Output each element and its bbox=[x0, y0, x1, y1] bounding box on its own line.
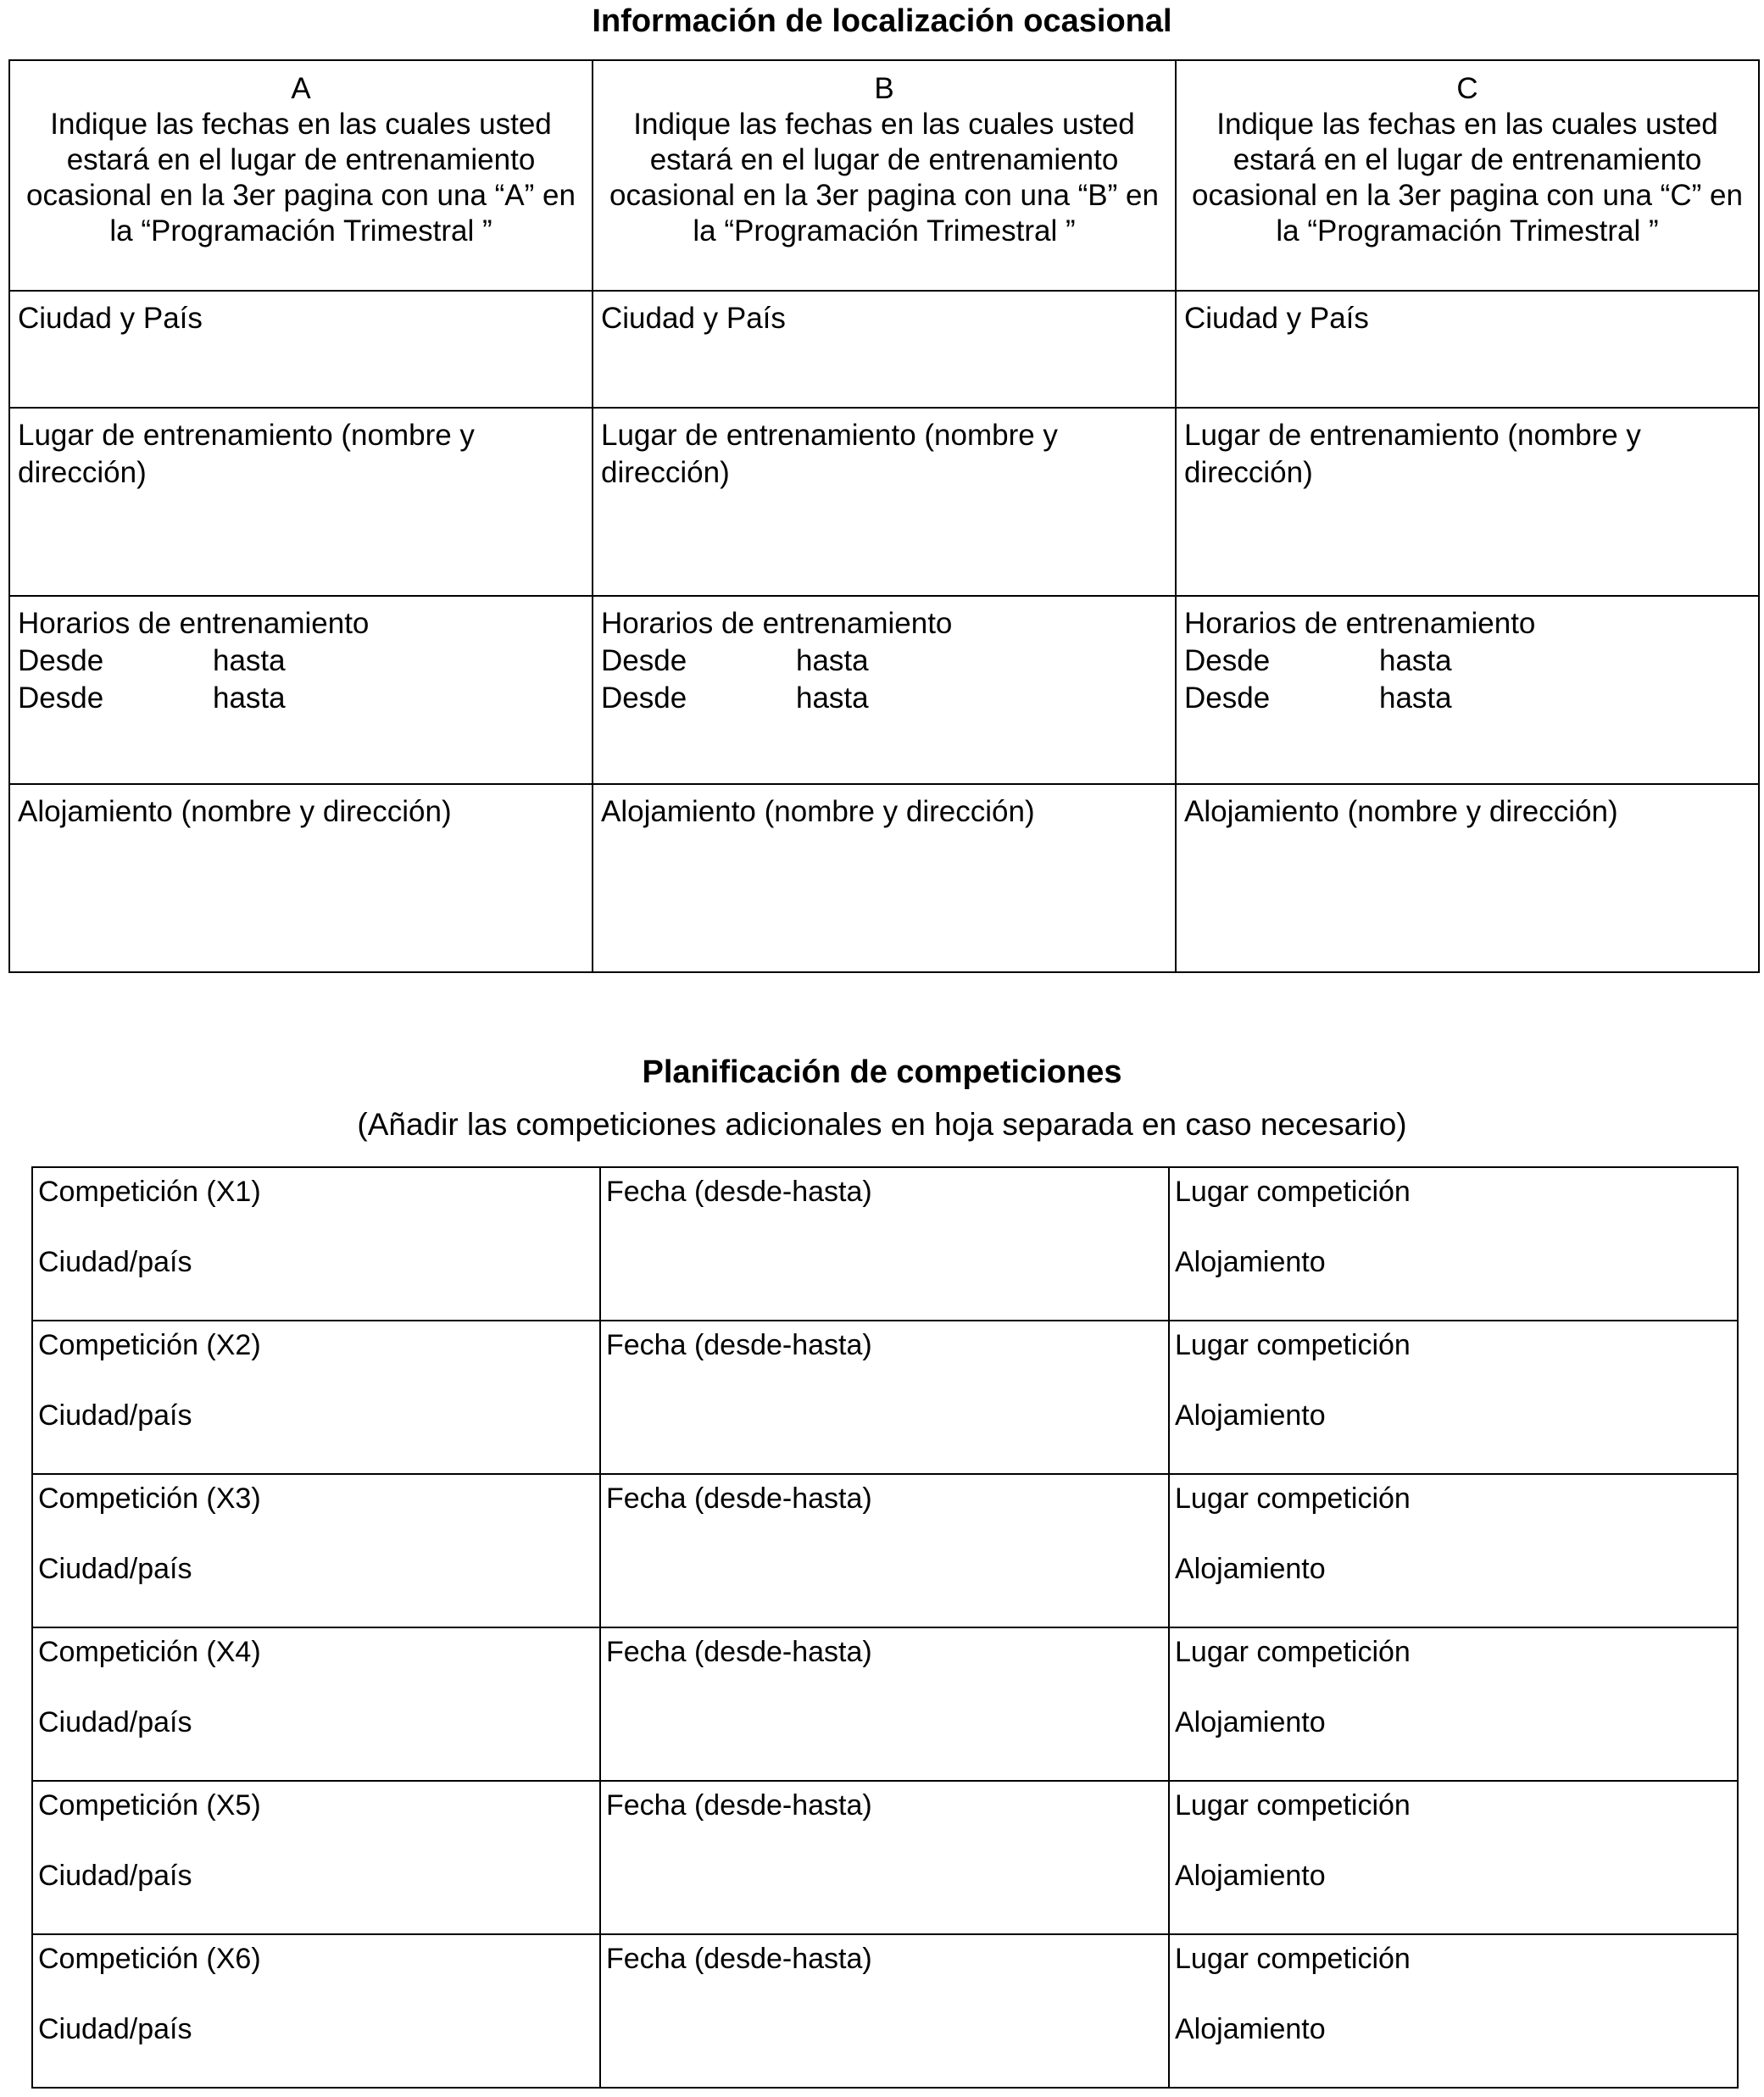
lodging-field-b[interactable] bbox=[593, 784, 1176, 972]
date-cell[interactable] bbox=[600, 1167, 1169, 1321]
city-field-a[interactable] bbox=[9, 291, 593, 408]
city-country-label: Ciudad/país bbox=[38, 1399, 192, 1432]
lodging-row bbox=[9, 784, 1759, 972]
competition-row bbox=[32, 1781, 1738, 1934]
occasional-location-table bbox=[8, 59, 1760, 973]
section-subtitle-competiciones: (Añadir las competiciones adicionales en hoja separada en caso necesario) bbox=[357, 1107, 1407, 1142]
column-letter: B bbox=[874, 72, 894, 105]
training-place-row bbox=[9, 408, 1759, 596]
column-letter: C bbox=[1456, 72, 1478, 105]
lodging-label: Alojamiento bbox=[1175, 2013, 1326, 2045]
venue-label: Lugar competición bbox=[1175, 1789, 1411, 1822]
training-place-field-c[interactable] bbox=[1176, 408, 1759, 596]
training-hours-field-b[interactable] bbox=[593, 596, 1176, 784]
training-place-label: Lugar de entrenamiento (nombre y dirección) bbox=[18, 419, 475, 489]
competition-cell[interactable] bbox=[32, 1934, 600, 2088]
date-cell[interactable] bbox=[600, 1321, 1169, 1474]
competition-label: Competición (X6) bbox=[38, 1943, 261, 1975]
venue-cell[interactable] bbox=[1169, 1167, 1738, 1321]
hours-range-2 bbox=[18, 680, 584, 717]
date-range-label: Fecha (desde-hasta) bbox=[606, 1943, 872, 1975]
lodging-field-a[interactable] bbox=[9, 784, 593, 972]
training-hours-field-a[interactable] bbox=[9, 596, 593, 784]
city-label: Ciudad y País bbox=[1184, 302, 1369, 335]
from-label: Desde bbox=[601, 644, 687, 677]
table-header-row bbox=[9, 60, 1759, 291]
from-label: Desde bbox=[601, 681, 687, 715]
lodging-label: Alojamiento bbox=[1175, 1399, 1326, 1432]
training-place-field-b[interactable] bbox=[593, 408, 1176, 596]
section-title-competiciones: Planificación de competiciones bbox=[642, 1054, 1122, 1090]
city-row bbox=[9, 291, 1759, 408]
venue-label: Lugar competición bbox=[1175, 1943, 1411, 1975]
training-place-label: Lugar de entrenamiento (nombre y dirección) bbox=[1184, 419, 1641, 489]
venue-label: Lugar competición bbox=[1175, 1636, 1411, 1668]
hours-range-1 bbox=[601, 642, 1167, 680]
column-description: Indique las fechas en las cuales usted estará en el lugar de entrenamiento ocasional en la 3er pagina con una “A” en la “Programación Trimestral ” bbox=[26, 108, 576, 248]
lodging-field-c[interactable] bbox=[1176, 784, 1759, 972]
hours-label: Horarios de entrenamiento bbox=[18, 607, 370, 640]
city-label: Ciudad y País bbox=[18, 302, 203, 335]
competition-label: Competición (X5) bbox=[38, 1789, 261, 1822]
city-country-label: Ciudad/país bbox=[38, 1553, 192, 1585]
venue-cell[interactable] bbox=[1169, 1781, 1738, 1934]
competition-cell[interactable] bbox=[32, 1781, 600, 1934]
from-label: Desde bbox=[1184, 681, 1271, 715]
lodging-label: Alojamiento bbox=[1175, 1706, 1326, 1738]
competition-row bbox=[32, 1321, 1738, 1474]
venue-label: Lugar competición bbox=[1175, 1176, 1411, 1208]
date-cell[interactable] bbox=[600, 1934, 1169, 2088]
city-country-label: Ciudad/país bbox=[38, 2013, 192, 2045]
to-label: hasta bbox=[1379, 644, 1452, 677]
lodging-label: Alojamiento (nombre y dirección) bbox=[601, 795, 1035, 828]
to-label: hasta bbox=[213, 644, 286, 677]
training-hours-field-c[interactable] bbox=[1176, 596, 1759, 784]
lodging-label: Alojamiento bbox=[1175, 1553, 1326, 1585]
hours-label: Horarios de entrenamiento bbox=[1184, 607, 1536, 640]
competition-row bbox=[32, 1934, 1738, 2088]
to-label: hasta bbox=[213, 681, 286, 715]
competition-planning-table bbox=[31, 1166, 1739, 2089]
hours-range-2 bbox=[1184, 680, 1750, 717]
column-header-b bbox=[593, 60, 1176, 291]
training-hours-row bbox=[9, 596, 1759, 784]
competition-row bbox=[32, 1627, 1738, 1781]
competition-label: Competición (X2) bbox=[38, 1329, 261, 1361]
hours-range-1 bbox=[1184, 642, 1750, 680]
city-label: Ciudad y País bbox=[601, 302, 786, 335]
city-country-label: Ciudad/país bbox=[38, 1246, 192, 1278]
column-letter: A bbox=[291, 72, 311, 105]
competition-cell[interactable] bbox=[32, 1474, 600, 1627]
competition-label: Competición (X3) bbox=[38, 1482, 261, 1515]
date-range-label: Fecha (desde-hasta) bbox=[606, 1482, 872, 1515]
date-cell[interactable] bbox=[600, 1627, 1169, 1781]
from-label: Desde bbox=[18, 644, 104, 677]
lodging-label: Alojamiento (nombre y dirección) bbox=[1184, 795, 1618, 828]
venue-cell[interactable] bbox=[1169, 1321, 1738, 1474]
venue-cell[interactable] bbox=[1169, 1627, 1738, 1781]
lodging-label: Alojamiento (nombre y dirección) bbox=[18, 795, 452, 828]
column-header-a bbox=[9, 60, 593, 291]
to-label: hasta bbox=[796, 644, 869, 677]
column-description: Indique las fechas en las cuales usted estará en el lugar de entrenamiento ocasional en la 3er pagina con una “C” en la “Programación Trimestral ” bbox=[1192, 108, 1743, 248]
competition-cell[interactable] bbox=[32, 1167, 600, 1321]
section-title-localizacion: Información de localización ocasional bbox=[592, 3, 1172, 39]
hours-range-2 bbox=[601, 680, 1167, 717]
from-label: Desde bbox=[1184, 644, 1271, 677]
lodging-label: Alojamiento bbox=[1175, 1246, 1326, 1278]
training-place-field-a[interactable] bbox=[9, 408, 593, 596]
venue-cell[interactable] bbox=[1169, 1934, 1738, 2088]
date-range-label: Fecha (desde-hasta) bbox=[606, 1329, 872, 1361]
city-field-c[interactable] bbox=[1176, 291, 1759, 408]
competition-cell[interactable] bbox=[32, 1627, 600, 1781]
city-field-b[interactable] bbox=[593, 291, 1176, 408]
competition-label: Competición (X4) bbox=[38, 1636, 261, 1668]
column-header-c bbox=[1176, 60, 1759, 291]
city-country-label: Ciudad/país bbox=[38, 1706, 192, 1738]
venue-cell[interactable] bbox=[1169, 1474, 1738, 1627]
venue-label: Lugar competición bbox=[1175, 1482, 1411, 1515]
training-place-label: Lugar de entrenamiento (nombre y dirección) bbox=[601, 419, 1058, 489]
hours-range-1 bbox=[18, 642, 584, 680]
column-description: Indique las fechas en las cuales usted estará en el lugar de entrenamiento ocasional en la 3er pagina con una “B” en la “Programación Trimestral ” bbox=[609, 108, 1159, 248]
date-cell[interactable] bbox=[600, 1474, 1169, 1627]
city-country-label: Ciudad/país bbox=[38, 1860, 192, 1892]
venue-label: Lugar competición bbox=[1175, 1329, 1411, 1361]
from-label: Desde bbox=[18, 681, 104, 715]
to-label: hasta bbox=[1379, 681, 1452, 715]
competition-label: Competición (X1) bbox=[38, 1176, 261, 1208]
date-range-label: Fecha (desde-hasta) bbox=[606, 1176, 872, 1208]
date-range-label: Fecha (desde-hasta) bbox=[606, 1789, 872, 1822]
to-label: hasta bbox=[796, 681, 869, 715]
date-cell[interactable] bbox=[600, 1781, 1169, 1934]
lodging-label: Alojamiento bbox=[1175, 1860, 1326, 1892]
competition-row bbox=[32, 1167, 1738, 1321]
competition-row bbox=[32, 1474, 1738, 1627]
date-range-label: Fecha (desde-hasta) bbox=[606, 1636, 872, 1668]
hours-label: Horarios de entrenamiento bbox=[601, 607, 953, 640]
competition-cell[interactable] bbox=[32, 1321, 600, 1474]
